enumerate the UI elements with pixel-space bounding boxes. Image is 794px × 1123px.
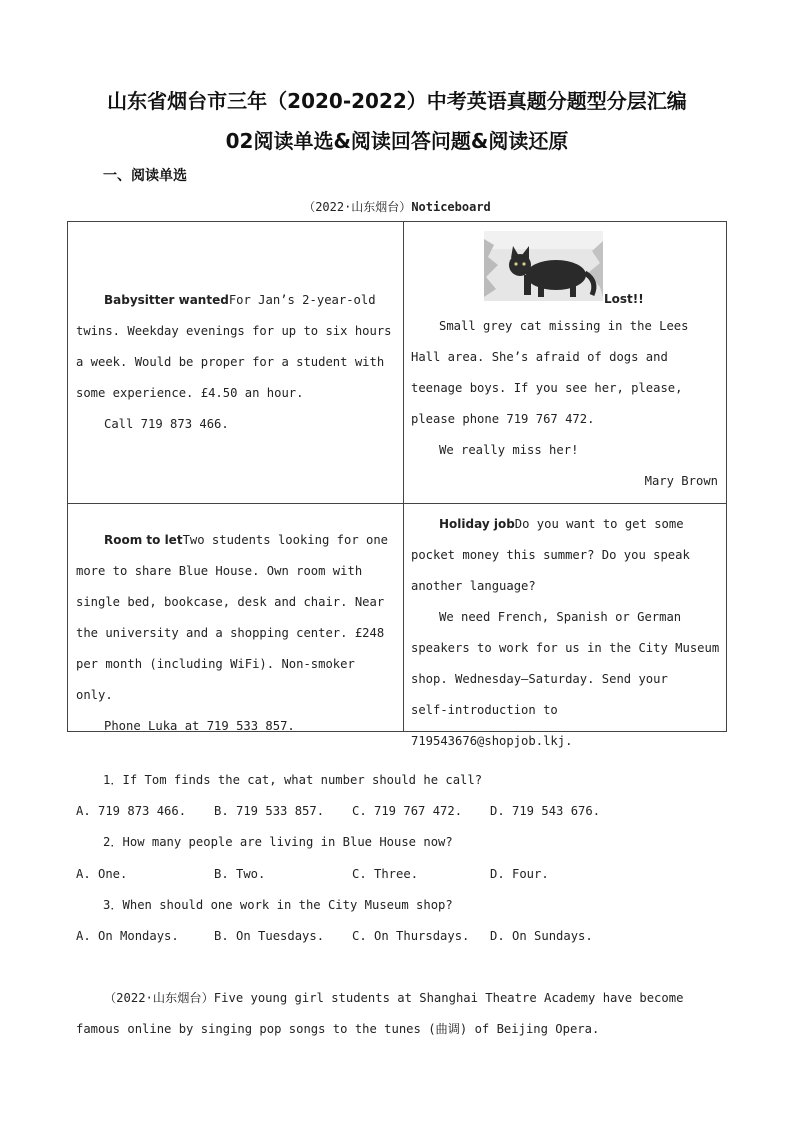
option: D. 719 543 676. bbox=[490, 804, 601, 818]
notice-lost bbox=[411, 311, 718, 497]
option: B. Two. bbox=[214, 867, 266, 881]
option: A. 719 873 466. bbox=[76, 804, 187, 818]
babysitter-label: Babysitter wanted bbox=[104, 293, 229, 307]
option: A. One. bbox=[76, 867, 128, 881]
option: A. On Mondays. bbox=[76, 929, 179, 943]
holiday-label: Holiday job bbox=[439, 517, 515, 531]
notice-babysitter bbox=[76, 285, 394, 440]
notice-holiday bbox=[411, 509, 720, 757]
lost-label: Lost!! bbox=[604, 292, 644, 306]
table-divider-vertical bbox=[403, 221, 404, 732]
question-3: 3．When should one work in the City Museum shop? bbox=[103, 898, 453, 912]
section-heading: 一、阅读单选 bbox=[103, 168, 187, 184]
holiday-need: We need French, Spanish or German speakers to work for us in the City Museum shop. Wednesday—Saturday. Send your bbox=[411, 610, 720, 686]
holiday-email: self-introduction to 719543676@shopjob.lkj. bbox=[411, 703, 573, 748]
option: B. 719 533 857. bbox=[214, 804, 325, 818]
noticeboard-caption bbox=[0, 198, 794, 215]
option: C. On Thursdays. bbox=[352, 929, 470, 943]
passage-intro: （2022·山东烟台）Five young girl students at Shanghai Theatre Academy have become famous online by singing pop songs to the tunes (曲调) of Beijing Opera. bbox=[76, 991, 684, 1036]
babysitter-call: Call 719 873 466. bbox=[104, 417, 229, 431]
notice-room bbox=[76, 525, 396, 742]
option: C. 719 767 472. bbox=[352, 804, 463, 818]
lost-text: Small grey cat missing in the Lees Hall area. She’s afraid of dogs and teenage boys. If you see her, please, please phone 719 767 472. bbox=[411, 319, 689, 426]
option: C. Three. bbox=[352, 867, 419, 881]
document-title: 山东省烟台市三年（2020-2022）中考英语真题分题型分层汇编 bbox=[107, 89, 687, 113]
babysitter-text: Babysitter wantedFor Jan’s 2-year-old twins. Weekday evenings for up to six hours a week. Would be proper for a student with some experience. £4.50 an hour. bbox=[76, 293, 392, 400]
option: D. On Sundays. bbox=[490, 929, 593, 943]
notice-source: （2022·山东烟台） bbox=[303, 200, 412, 214]
document-subtitle: 02阅读单选&阅读回答问题&阅读还原 bbox=[225, 129, 569, 153]
question-2: 2．How many people are living in Blue House now? bbox=[103, 835, 453, 849]
table-divider-horizontal bbox=[67, 503, 727, 504]
room-phone: Phone Luka at 719 533 857. bbox=[104, 719, 295, 733]
question-1: 1．If Tom finds the cat, what number should he call? bbox=[103, 773, 483, 787]
lost-signature: Mary Brown bbox=[644, 474, 718, 488]
cat-photo bbox=[484, 231, 603, 301]
notice-title: Noticeboard bbox=[411, 200, 491, 214]
holiday-text: Holiday jobDo you want to get some pocket money this summer? Do you speak another language? bbox=[411, 517, 690, 593]
lost-miss: We really miss her! bbox=[439, 443, 579, 457]
option: D. Four. bbox=[490, 867, 549, 881]
option: B. On Tuesdays. bbox=[214, 929, 325, 943]
room-text: Room to letTwo students looking for one more to share Blue House. Own room with single bed, bookcase, desk and chair. Near the university and a shopping center. £248 per month (including WiFi). Non-smoker only. bbox=[76, 533, 389, 702]
room-label: Room to let bbox=[104, 533, 183, 547]
